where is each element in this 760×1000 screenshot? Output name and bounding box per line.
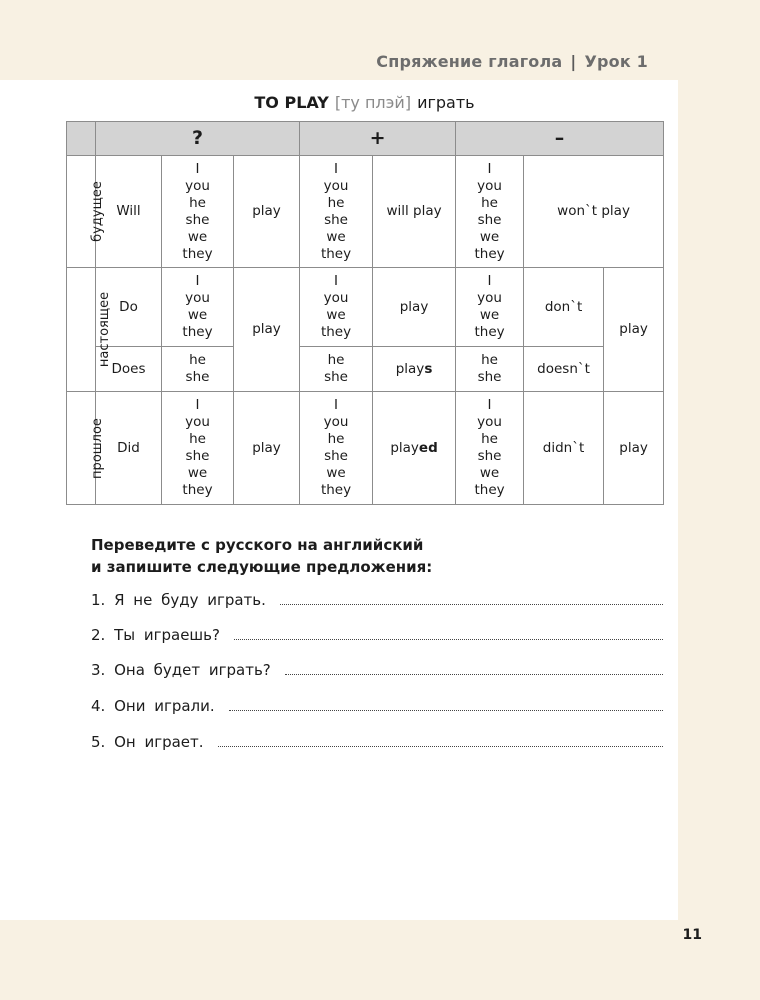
page-header: [376, 52, 648, 71]
past-q-pronouns: I you he she we they: [162, 392, 234, 505]
exercise-item-1: [91, 591, 663, 609]
past-pos-verb: played: [373, 392, 456, 505]
past-q-aux: Did: [96, 392, 162, 505]
present-pos-verb-1: play: [373, 268, 456, 347]
past-q-verb: play: [234, 392, 300, 505]
present-pos-pronouns-1: I you we they: [300, 268, 373, 347]
exercise-text: 1. Я не буду играть.: [91, 591, 266, 609]
lesson-label: Урок 1: [584, 52, 648, 71]
present-neg-aux-dont: don`t: [524, 268, 604, 347]
present-neg-verb: play: [604, 268, 664, 392]
answer-line[interactable]: [285, 663, 663, 675]
exercise-item-3: [91, 661, 663, 679]
future-q-verb: play: [234, 156, 300, 268]
exercise-item-4: [91, 697, 663, 715]
past-neg-pronouns: I you he she we they: [456, 392, 524, 505]
answer-line[interactable]: [218, 735, 663, 747]
future-neg-pronouns: I you he she we they: [456, 156, 524, 268]
verb-title: [66, 93, 663, 112]
present-row-1: [67, 268, 664, 347]
future-q-pronouns: I you he she we they: [162, 156, 234, 268]
past-neg-verb: play: [604, 392, 664, 505]
page-number: 11: [682, 927, 702, 943]
task-heading-line-1: Переведите с русского на английский: [91, 536, 424, 554]
past-label-cell: [67, 392, 105, 505]
answer-line[interactable]: [234, 628, 663, 640]
verb-transcription: [ту плэй]: [334, 93, 412, 112]
past-label: прошлое: [89, 417, 105, 479]
answer-line[interactable]: [280, 593, 663, 605]
past-neg-aux: didn`t: [524, 392, 604, 505]
future-neg-verb: won`t play: [524, 156, 664, 268]
answer-line[interactable]: [229, 699, 663, 711]
future-pos-verb: will play: [373, 156, 456, 268]
section-title: Спряжение глагола: [376, 52, 563, 71]
conjugation-table: [66, 121, 664, 505]
future-row: [67, 156, 664, 268]
future-label: будущее: [89, 181, 105, 242]
table-corner: [67, 122, 96, 156]
verb-russian: играть: [417, 93, 475, 112]
present-neg-pronouns-1: I you we they: [456, 268, 524, 347]
past-pos-pronouns: I you he she we they: [300, 392, 373, 505]
exercise-text: 5. Он играет.: [91, 733, 204, 751]
future-pos-pronouns: I you he she we they: [300, 156, 373, 268]
present-q-aux-does: Does: [96, 347, 162, 392]
present-q-pronouns-2: he she: [162, 347, 234, 392]
present-row-2: [67, 347, 664, 392]
future-label-cell: [67, 156, 105, 268]
task-heading-line-2: и запишите следующие предложения:: [91, 558, 433, 576]
exercise-text: 4. Они играли.: [91, 697, 215, 715]
present-pos-pronouns-2: he she: [300, 347, 373, 392]
present-label: настоящее: [97, 291, 113, 368]
verb-english: TO PLAY: [254, 93, 329, 112]
exercise-text: 2. Ты играешь?: [91, 626, 220, 644]
present-q-verb: play: [234, 268, 300, 392]
present-neg-pronouns-2: he she: [456, 347, 524, 392]
present-q-aux-do: Do: [96, 268, 162, 347]
negative-header: –: [456, 122, 664, 156]
past-row: [67, 392, 664, 505]
future-q-aux: Will: [96, 156, 162, 268]
present-pos-verb-2: plays: [373, 347, 456, 392]
positive-header: +: [300, 122, 456, 156]
exercise-text: 3. Она будет играть?: [91, 661, 271, 679]
question-header: ?: [96, 122, 300, 156]
exercise-item-2: [91, 626, 663, 644]
header-separator: |: [570, 52, 577, 71]
task-heading: [91, 534, 432, 578]
present-neg-aux-doesnt: doesn`t: [524, 347, 604, 392]
exercise-item-5: [91, 733, 663, 751]
present-label-cell: [67, 268, 113, 392]
present-q-pronouns-1: I you we they: [162, 268, 234, 347]
